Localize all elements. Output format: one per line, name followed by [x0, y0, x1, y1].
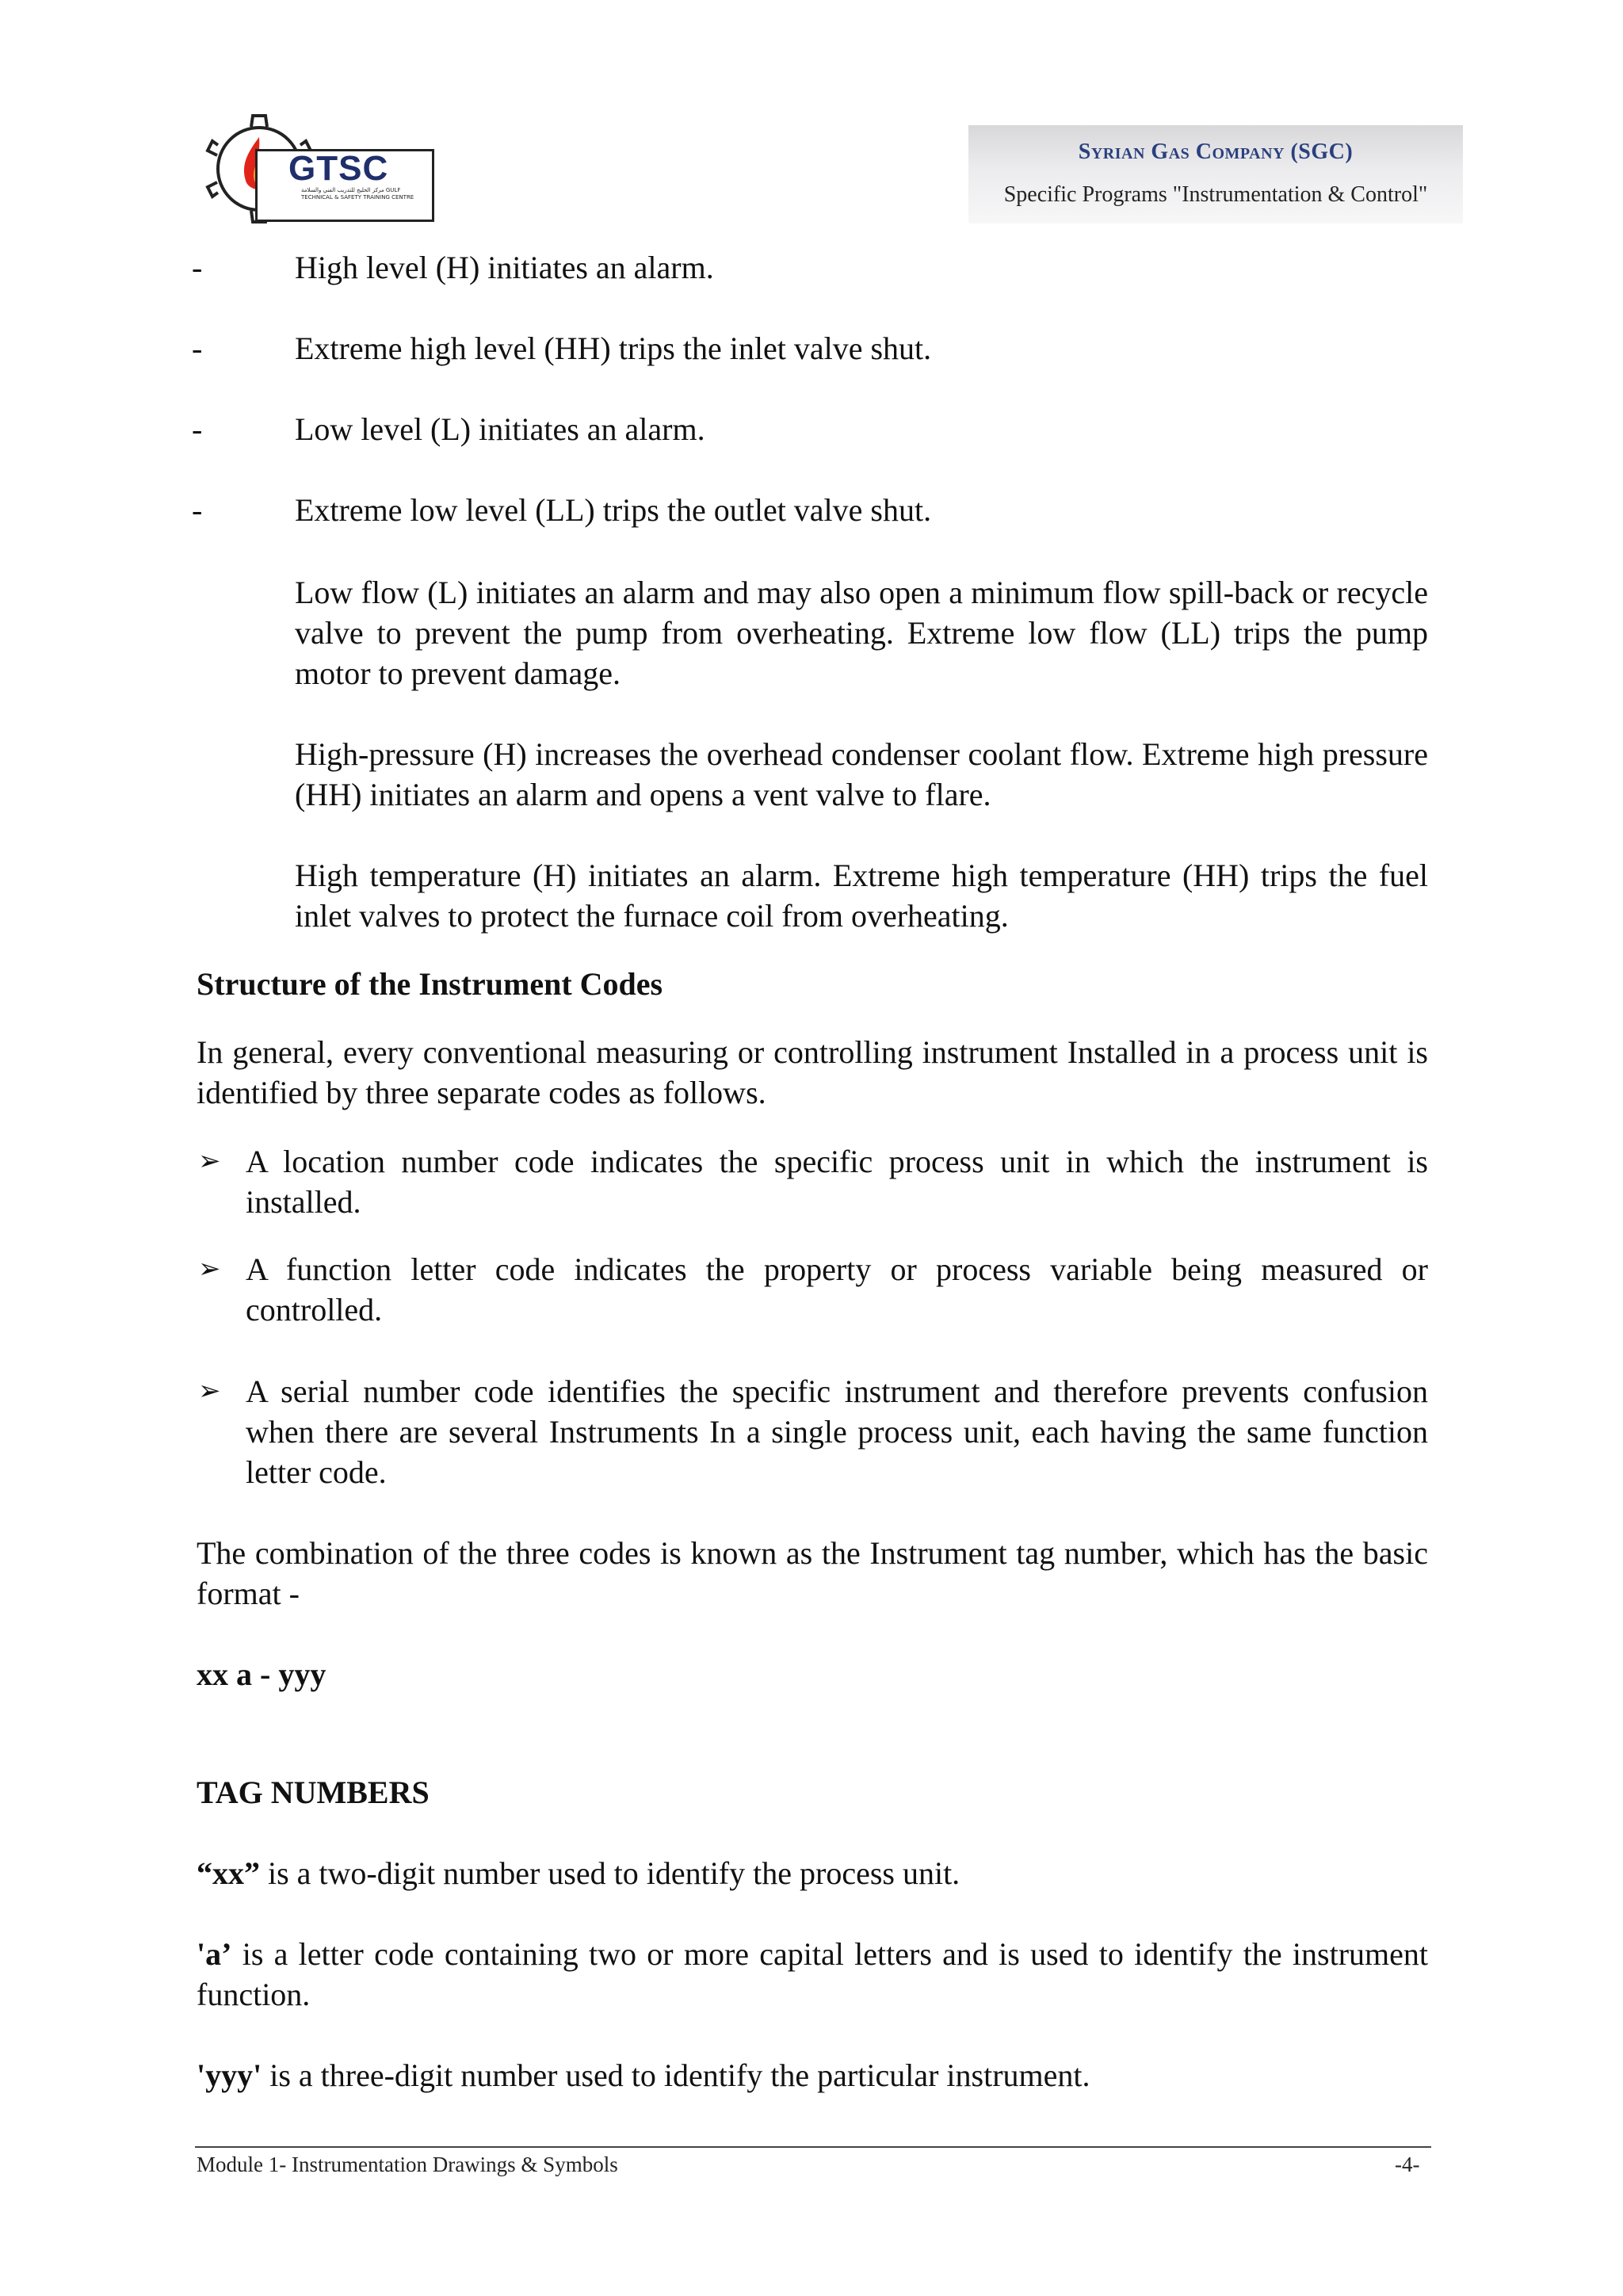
dash-item: Extreme low level (LL) trips the outlet valve shut. [295, 492, 932, 528]
dash-marker: - [192, 411, 203, 447]
bullet-function-code: A function letter code indicates the property or process variable being measured or controlled. [246, 1251, 1428, 1328]
paragraph-high-pressure: High-pressure (H) increases the overhead condenser coolant flow. Extreme high pressure (HH) initiates an alarm and opens a vent valve to flare. [295, 736, 1428, 812]
yyy-description: is a three-digit number used to identify the particular instrument. [262, 2057, 1090, 2093]
tag-format: xx a - yyy [197, 1656, 327, 1692]
gtsc-logo [200, 109, 437, 228]
paragraph-low-flow: Low flow (L) initiates an alarm and may also open a minimum flow spill-back or recycle valve to prevent the pump from overheating. Extreme low flow (LL) trips the pump motor to prevent damage. [295, 575, 1428, 691]
arrow-bullet-icon: ➢ [198, 1375, 221, 1407]
section-intro: In general, every conventional measuring or controlling instrument Installed in a process unit is identified by three separate codes as follows. [197, 1034, 1428, 1110]
paragraph-high-temperature: High temperature (H) initiates an alarm. Extreme high temperature (HH) trips the fuel inlet valves to protect the furnace coil from overheating. [295, 858, 1428, 934]
logo-subtitle: مركز الخليج للتدريب الفني والسلامة GULF TECHNICAL & SAFETY TRAINING CENTRE [301, 187, 414, 201]
xx-definition [197, 1853, 1428, 1893]
footer-divider [195, 2146, 1431, 2148]
yyy-definition [197, 2055, 1428, 2095]
bullet-serial-code: A serial number code identifies the specific instrument and therefore prevents confusion when there are several Instruments In a single process unit, each having the same function letter code. [246, 1373, 1428, 1490]
arrow-bullet-icon: ➢ [198, 1253, 221, 1285]
arrow-bullet-icon: ➢ [198, 1145, 221, 1177]
dash-item: Low level (L) initiates an alarm. [295, 411, 705, 447]
logo-text: GTSC [288, 149, 389, 188]
a-description: is a letter code containing two or more capital letters and is used to identify the instrument function. [197, 1936, 1428, 2012]
dash-marker: - [192, 492, 203, 528]
header-banner [968, 125, 1463, 223]
dash-marker: - [192, 330, 203, 366]
a-definition [197, 1934, 1428, 2015]
footer-module: Module 1- Instrumentation Drawings & Symbols [197, 2153, 618, 2176]
section-heading: Structure of the Instrument Codes [197, 966, 663, 1002]
xx-term: “xx” [197, 1855, 260, 1891]
header-program: Specific Programs "Instrumentation & Control" [1003, 182, 1428, 207]
dash-item: Extreme high level (HH) trips the inlet valve shut. [295, 330, 932, 366]
dash-marker: - [192, 250, 203, 285]
combination-paragraph: The combination of the three codes is known as the Instrument tag number, which has the basic format - [197, 1535, 1428, 1611]
tag-numbers-heading: TAG NUMBERS [197, 1775, 430, 1810]
footer-page-number: -4- [1395, 2153, 1420, 2176]
header-company: Syrian Gas Company (SGC) [1078, 139, 1354, 164]
a-term: 'a’ [197, 1936, 232, 1972]
dash-item: High level (H) initiates an alarm. [295, 250, 714, 285]
yyy-term: 'yyy' [197, 2057, 262, 2093]
bullet-location-code: A location number code indicates the specific process unit in which the instrument is installed. [246, 1144, 1428, 1220]
xx-description: is a two-digit number used to identify the process unit. [260, 1855, 960, 1891]
